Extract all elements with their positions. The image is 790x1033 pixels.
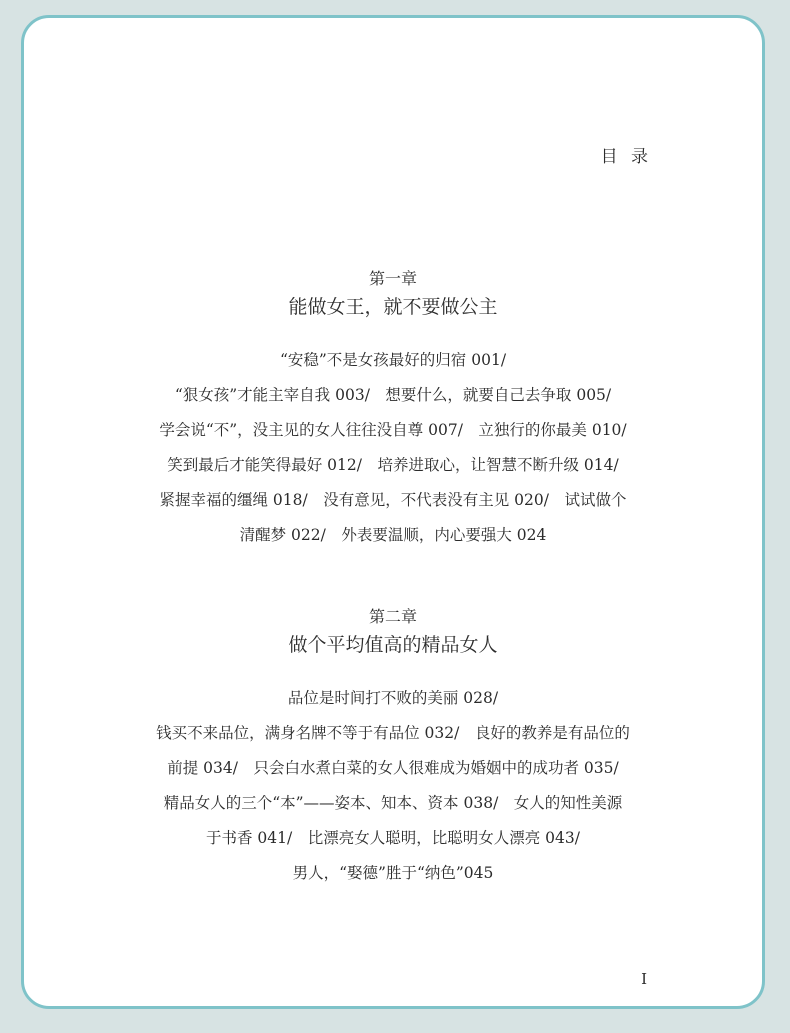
toc-line: 钱买不来品位，满身名牌不等于有品位 032/ 良好的教养是有品位的 <box>156 724 630 742</box>
toc-line: 品位是时间打不败的美丽 028/ <box>287 689 499 707</box>
chapter-label: 第二章 <box>368 607 417 626</box>
toc-line: “狠女孩”才能主宰自我 003/ 想要什么，就要自己去争取 005/ <box>174 386 612 404</box>
toc-line: 清醒梦 022/ 外表要温顺，内心要强大 024 <box>239 526 547 544</box>
toc-line: 男人，“娶德”胜于“纳色”045 <box>292 864 494 882</box>
toc-line: “安稳”不是女孩最好的归宿 001/ <box>279 351 507 369</box>
toc-line: 前提 034/ 只会白水煮白菜的女人很难成为婚姻中的成功者 035/ <box>167 759 619 777</box>
toc-line: 精品女人的三个“本”——姿本、知本、资本 038/ 女人的知性美源 <box>163 794 623 812</box>
chapter-title: 能做女王，就不要做公主 <box>288 296 498 318</box>
document-page <box>21 15 765 1009</box>
toc-line: 紧握幸福的缰绳 018/ 没有意见，不代表没有主见 020/ 试试做个 <box>159 491 627 509</box>
chapter-1 <box>24 269 762 553</box>
toc-line: 于书香 041/ 比漂亮女人聪明，比聪明女人漂亮 043/ <box>206 829 580 847</box>
chapter-label: 第一章 <box>368 269 417 288</box>
toc-title: 目 录 <box>600 147 652 167</box>
toc-line: 学会说“不”，没主见的女人往往没自尊 007/ 立独行的你最美 010/ <box>159 421 627 439</box>
page-number: I <box>641 970 647 988</box>
chapter-entries <box>24 681 762 891</box>
chapter-2 <box>24 607 762 891</box>
chapter-title: 做个平均值高的精品女人 <box>288 634 498 656</box>
toc-line: 笑到最后才能笑得最好 012/ 培养进取心，让智慧不断升级 014/ <box>167 456 619 474</box>
chapter-entries <box>24 343 762 553</box>
